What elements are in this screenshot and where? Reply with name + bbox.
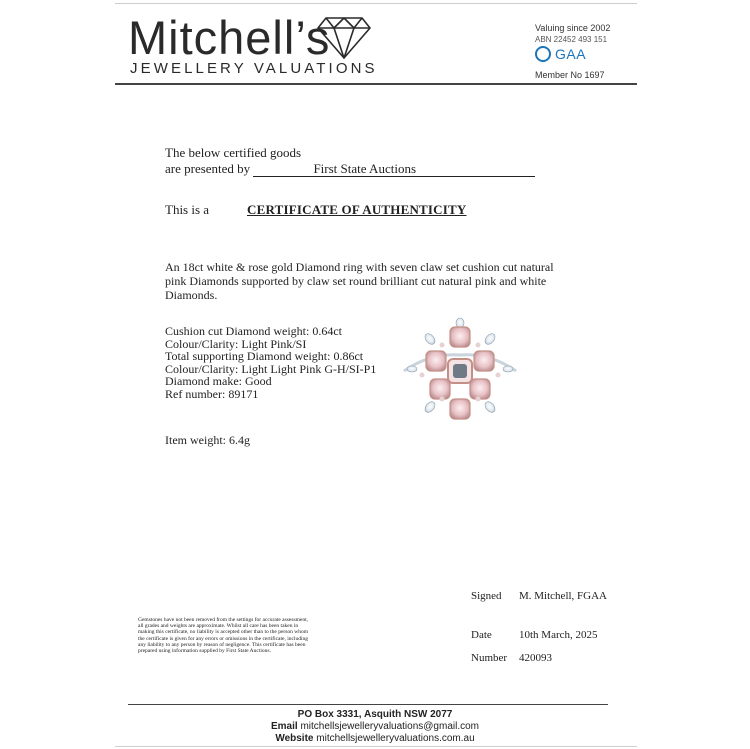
postal-address: PO Box 3331, Asquith NSW 2077 [297, 709, 453, 720]
header-details [535, 22, 610, 45]
footer-divider [128, 704, 608, 705]
footer-website [0, 733, 750, 745]
abn-number: ABN 22452 493 151 [535, 35, 608, 44]
top-border [115, 3, 637, 4]
this-is-a-label: This is a [165, 202, 210, 217]
specs-list [165, 325, 376, 400]
gaa-text: GAA [555, 46, 587, 62]
date-label: Date [471, 629, 492, 641]
item-description: An 18ct white & rose gold Diamond ring with seven claw set cushion cut natural pink Diamonds supported by claw set round brilliant cut natural pink and white Diamonds. [165, 260, 554, 302]
signed-value: M. Mitchell, FGAA [519, 590, 607, 602]
number-label: Number [471, 652, 508, 664]
gaa-logo [535, 46, 605, 66]
presenter-name: First State Auctions [253, 162, 535, 177]
member-number: Member No 1697 [535, 70, 605, 80]
spec-item: Diamond make: Good [165, 374, 272, 388]
ring-photo [400, 313, 520, 433]
email-label: Email [270, 721, 298, 732]
website-label: Website [275, 733, 314, 744]
brand-tagline: JEWELLERY VALUATIONS [130, 60, 378, 77]
date-value: 10th March, 2025 [519, 629, 598, 641]
header-divider [115, 83, 637, 85]
spec-item: Colour/Clarity: Light Light Pink G-H/SI-P1 [165, 361, 377, 376]
certificate-title: CERTIFICATE OF AUTHENTICITY [247, 202, 467, 217]
intro-line-2 [165, 161, 535, 177]
valuing-since: Valuing since 2002 [535, 23, 611, 33]
bottom-border [115, 746, 637, 747]
disclaimer-text: Gemstones have not been removed from the settings for accurate assessment, all grades and weights are approximate. Whilst all care has been taken in making this certificate, no liability is accepted other than to the person whom the certificate is given for any errors or omissions in the certificate, including any liability to any person by reason of negligence. This certificate has been prepared using information supplied by First State Auctions. [138, 617, 308, 655]
footer-email [0, 721, 750, 733]
email-link[interactable]: mitchellsjewelleryvaluations@gmail.com [300, 721, 479, 732]
gaa-seal-icon [535, 46, 551, 62]
spec-item: Ref number: 89171 [165, 386, 259, 401]
brand-name: Mitchell’s [128, 11, 331, 64]
spec-item: Cushion cut Diamond weight: 0.64ct [165, 324, 342, 338]
spec-item: Colour/Clarity: Light Pink/SI [165, 336, 307, 351]
number-value: 420093 [519, 652, 552, 664]
spec-item: Total supporting Diamond weight: 0.86ct [165, 349, 364, 363]
signed-label: Signed [471, 590, 502, 602]
intro-prefix: are presented by [165, 161, 254, 176]
item-weight: Item weight: 6.4g [165, 433, 250, 447]
diamond-icon [316, 14, 372, 60]
intro-line-1: The below certified goods [165, 145, 302, 160]
website-link[interactable]: mitchellsjewelleryvaluations.com.au [316, 733, 475, 744]
intro-text [165, 145, 535, 177]
footer-address [0, 709, 750, 721]
